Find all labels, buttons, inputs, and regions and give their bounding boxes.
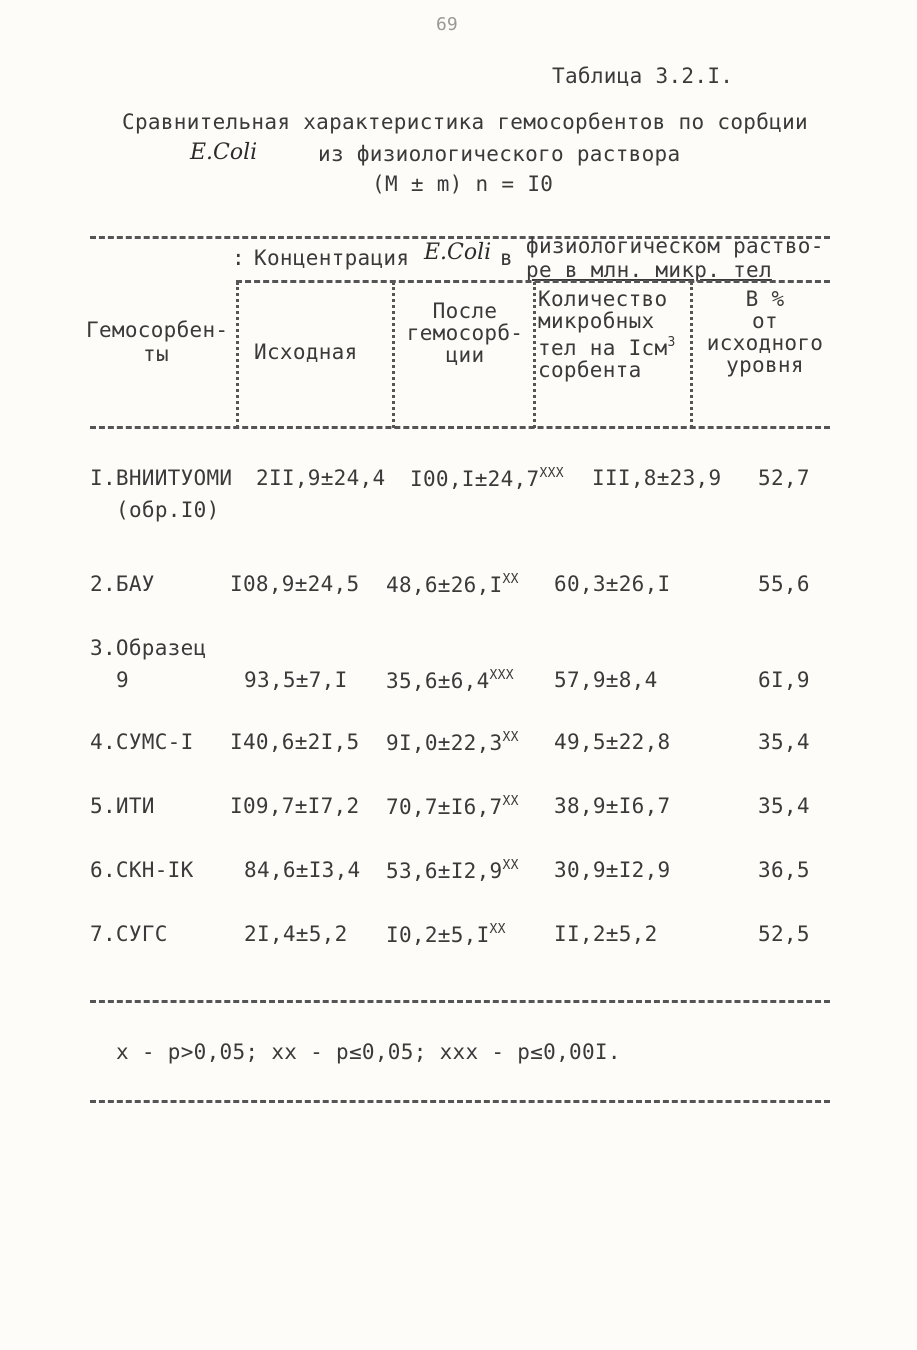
row-initial: I09,7±I7,2	[230, 794, 360, 818]
row-after: $48,6\pm 26,I^{XX}$	[386, 572, 519, 597]
row-after: $9I,0\pm 22,3^{XX}$	[386, 730, 519, 755]
table-title-line3: (M ± m) n = I0	[372, 172, 554, 196]
row-name: 5.ИТИ	[90, 794, 155, 818]
row-percent: 52,5	[758, 922, 810, 946]
col-separator-2	[392, 282, 395, 428]
footnote: x - p>0,05; xx - p≤0,05; xxx - p≤0,00I.	[116, 1040, 621, 1064]
header-group-organism: E.Coli	[424, 240, 492, 265]
row-percent: 35,4	[758, 730, 810, 754]
col-separator-3	[533, 282, 536, 428]
row-after: $70,7\pm I6,7^{XX}$	[386, 794, 519, 819]
header-group-suffix-1: физиологическом раство-	[526, 234, 824, 258]
row-name: 7.СУГС	[90, 922, 168, 946]
row-name-2: 9	[116, 668, 129, 692]
row-count: 57,9±8,4	[554, 668, 658, 692]
row-name-2: (обр.I0)	[116, 498, 220, 522]
header-bottom-rule	[90, 426, 830, 429]
row-name: I.ВНИИТУОМИ	[90, 466, 233, 490]
header-initial: Исходная	[254, 340, 358, 364]
table-label: Таблица 3.2.I.	[552, 64, 734, 88]
row-count: 30,9±I2,9	[554, 858, 671, 882]
table-title-line2: из физиологического раствора	[318, 142, 681, 166]
header-group-prefix: Концентрация	[254, 246, 410, 270]
header-percent: В % от исходного уровня	[706, 287, 824, 377]
row-percent: 35,4	[758, 794, 810, 818]
row-after: $53,6\pm I2,9^{XX}$	[386, 858, 519, 883]
header-group-colon: :	[232, 246, 245, 270]
header-group-suffix-2: ре в млн. микр. тел	[526, 258, 772, 282]
title-organism: E.Coli	[190, 140, 258, 165]
col-separator-4	[690, 282, 693, 428]
row-initial: I40,6±2I,5	[230, 730, 360, 754]
row-percent: 55,6	[758, 572, 810, 596]
header-sorbent: Гемосорбен- ты	[86, 318, 229, 366]
row-count: 49,5±22,8	[554, 730, 671, 754]
row-initial: 84,6±I3,4	[244, 858, 361, 882]
footnote-rule	[90, 1100, 830, 1103]
col-separator-1	[236, 282, 239, 428]
row-percent: 52,7	[758, 466, 810, 490]
header-after: После гемосорб- ции	[406, 299, 524, 367]
page-number: 69	[436, 14, 458, 35]
row-initial: I08,9±24,5	[230, 572, 360, 596]
table-bottom-rule	[90, 1000, 830, 1003]
row-after: $I00,I\pm 24,7^{XXX}$	[410, 466, 564, 491]
row-count: 60,3±26,I	[554, 572, 671, 596]
row-initial: 2I,4±5,2	[244, 922, 348, 946]
row-name: 4.СУМС-I	[90, 730, 194, 754]
row-name: 3.Образец	[90, 636, 207, 660]
row-percent: 36,5	[758, 858, 810, 882]
row-percent: 6I,9	[758, 668, 810, 692]
row-initial: 2II,9±24,4	[256, 466, 386, 490]
row-count: III,8±23,9	[592, 466, 722, 490]
header-count: Количество микробных тел на Iсм$^3$ сорбента	[538, 287, 676, 382]
row-after: $35,6\pm 6,4^{XXX}$	[386, 668, 514, 693]
row-count: 38,9±I6,7	[554, 794, 671, 818]
row-name: 2.БАУ	[90, 572, 155, 596]
row-after: $I0,2\pm 5,I^{XX}$	[386, 922, 506, 947]
table-title-line1: Сравнительная характеристика гемосорбентов по сорбции	[122, 110, 808, 134]
header-group-mid: в	[500, 246, 513, 270]
row-name: 6.СКН-IК	[90, 858, 194, 882]
row-initial: 93,5±7,I	[244, 668, 348, 692]
row-count: II,2±5,2	[554, 922, 658, 946]
